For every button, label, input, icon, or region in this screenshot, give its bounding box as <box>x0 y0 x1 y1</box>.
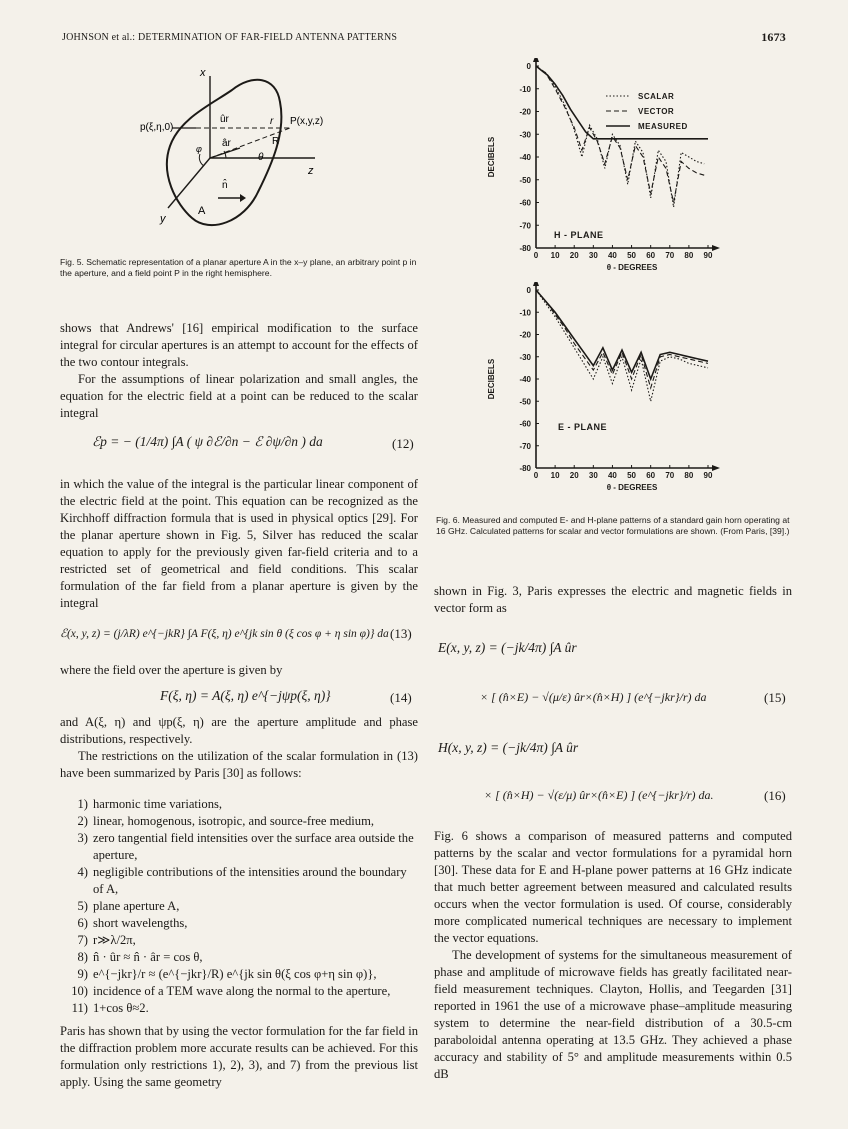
left-paragraph-2: For the assumptions of linear polarization and small angles, the equation for the electric field at a point can be reduced to the scalar integral <box>60 372 418 420</box>
y-tick-label: -30 <box>519 130 531 140</box>
x-axis-title: θ - DEGREES <box>606 483 658 492</box>
x-tick-label: 80 <box>684 471 694 480</box>
restrictions-list <box>60 796 418 1017</box>
x-tick-label: 50 <box>627 251 637 260</box>
restriction-number: 11) <box>71 1001 88 1015</box>
r-label: r <box>270 116 274 127</box>
page-number: 1673 <box>761 30 786 44</box>
y-tick-label: 0 <box>526 62 531 71</box>
equation-16-number: (16) <box>764 788 786 803</box>
restriction-item <box>60 898 418 915</box>
restriction-text: zero tangential field intensities over the surface area outside the aperture, <box>93 831 414 862</box>
figure-6-h-plane-chart <box>478 58 738 280</box>
x-tick-label: 30 <box>588 251 598 260</box>
restriction-item <box>60 966 418 983</box>
x-tick-label: 80 <box>684 251 694 260</box>
restriction-text: plane aperture A, <box>93 899 180 913</box>
x-axis-arrowhead <box>712 245 720 251</box>
restriction-text: short wavelengths, <box>93 916 188 930</box>
left-paragraph-3: in which the value of the integral is the particular linear component of the electric field at the point. This equation can be recognized as the Kirchhoff diffraction formula that is used in physical optics [29]. For the planar aperture shown in Fig. 5, Silver has reduced the scalar equation to apply for the previously given far-field criteria and to a restricted set of geometrical and field conditions. This scalar formulation of the far field from a planar aperture is given by the integral <box>60 477 418 610</box>
running-header <box>62 30 786 46</box>
restriction-item <box>60 983 418 1000</box>
x-axis-label: x <box>200 67 206 79</box>
y-tick-label: -70 <box>519 221 531 231</box>
y-axis-title: DECIBELS <box>487 358 496 400</box>
legend-entry: SCALAR <box>638 92 675 101</box>
y-tick-label: -70 <box>519 441 531 451</box>
left-column-middle <box>60 476 418 612</box>
series-line-scalar <box>536 66 704 207</box>
p-point-label: p(ξ,η,0) <box>140 122 174 133</box>
x-tick-label: 60 <box>646 471 656 480</box>
left-column <box>60 320 418 422</box>
left-paragraph-5: and A(ξ, η) and ψp(ξ, η) are the aperture amplitude and phase distributions, respectively. <box>60 715 418 746</box>
series-line-vector <box>536 66 704 203</box>
left-paragraph-6: The restrictions on the utilization of the scalar formulation in (13) have been summarized by Paris [30] as follows: <box>60 749 418 780</box>
right-paragraph-3: The development of systems for the simultaneous measurement of phase and amplitude of microwave fields has greatly facilitated near-field measurement techniques. Clayton, Hollis, and Teegarden [31] reported in 1961 the use of a microwave phase–amplitude measuring system to determine the near-field distribution of a 30.5-cm paraboloidal antenna operating at 13.5 GHz. They achieved a phase accuracy and stability of 5° and amplitude measurements within 0.5 dB <box>434 948 792 1081</box>
y-tick-label: -10 <box>519 84 531 94</box>
y-tick-label: 0 <box>526 286 531 295</box>
running-title: JOHNSON et al.: DETERMINATION OF FAR-FIELD ANTENNA PATTERNS <box>62 32 398 43</box>
restriction-text: harmonic time variations, <box>93 797 223 811</box>
restriction-number: 5) <box>77 899 88 913</box>
right-column-top <box>434 583 792 617</box>
equation-13-number: (13) <box>390 626 412 641</box>
restriction-number: 3) <box>77 831 88 845</box>
restriction-item <box>60 915 418 932</box>
left-para-4-block <box>60 662 418 679</box>
series-line-scalar <box>536 290 708 401</box>
figure-6-caption: Fig. 6. Measured and computed E- and H-plane patterns of a standard gain horn operating at 16 GHz. Calculated patterns for scalar and vector formulations are shown. (From Paris, [39].) <box>436 515 790 536</box>
equation-15-number: (15) <box>764 690 786 705</box>
restriction-number: 7) <box>77 933 88 947</box>
y-tick-label: -60 <box>519 419 531 429</box>
restriction-text: r≫λ/2π, <box>93 933 136 947</box>
y-axis-arrowhead <box>533 282 539 286</box>
left-paragraph-1: shows that Andrews' [16] empirical modification to the surface integral for circular apertures is an attempt to account for the effects of the two contour integrals. <box>60 321 418 369</box>
left-column-lower <box>60 714 418 1091</box>
y-tick-label: -20 <box>519 107 531 117</box>
series-line-measured <box>536 290 708 379</box>
n-label: n̂ <box>222 180 228 191</box>
left-paragraph-7: Paris has shown that by using the vector formulation for the far field in the diffraction problem more accurate results can be achieved. For this formulation only restrictions 1), 2), 3), and 7) from the previous list apply. Using the same geometry <box>60 1024 418 1089</box>
y-axis-label: y <box>160 213 166 225</box>
plane-label: H - PLANE <box>554 230 604 240</box>
y-tick-label: -40 <box>519 375 531 384</box>
legend-entry: MEASURED <box>638 122 688 131</box>
equation-13: ℰ(x, y, z) = (j/λR) e^{−jkR} ∫A F(ξ, η) e^{jk sin θ (ξ cos φ + η sin φ)} da <box>60 628 389 640</box>
x-tick-label: 90 <box>703 251 713 260</box>
equation-12-number: (12) <box>392 436 414 451</box>
x-axis-title: θ - DEGREES <box>606 263 658 272</box>
equation-16a: H(x, y, z) = (−jk/4π) ∫A ûr <box>438 740 579 755</box>
equation-15a: E(x, y, z) = (−jk/4π) ∫A ûr <box>438 640 577 655</box>
restriction-item <box>60 796 418 813</box>
x-tick-label: 20 <box>569 471 579 480</box>
ar-label: âr <box>222 138 231 149</box>
restriction-item <box>60 813 418 830</box>
restriction-number: 1) <box>77 797 88 811</box>
y-tick-label: -20 <box>519 330 531 340</box>
restriction-text: negligible contributions of the intensities around the boundary of A, <box>93 865 407 896</box>
x-tick-label: 90 <box>703 471 713 480</box>
x-tick-label: 70 <box>665 251 675 260</box>
x-tick-label: 40 <box>607 251 617 260</box>
plane-label: E - PLANE <box>558 422 608 432</box>
restriction-number: 4) <box>77 865 88 879</box>
y-tick-label: -60 <box>519 198 531 208</box>
left-paragraph-4: where the field over the aperture is given by <box>60 663 283 677</box>
x-tick-label: 50 <box>627 471 637 480</box>
restriction-number: 2) <box>77 814 88 828</box>
n-arrowhead <box>240 194 246 202</box>
phi-label: φ <box>196 144 202 154</box>
figure-5-schematic <box>140 62 360 254</box>
y-tick-label: -40 <box>519 153 531 162</box>
y-axis-arrowhead <box>533 58 539 62</box>
restriction-text: e^{−jkr}/r ≈ (e^{−jkr}/R) e^{jk sin θ(ξ cos φ+η sin φ)}, <box>93 967 377 981</box>
right-paragraph-2: Fig. 6 shows a comparison of measured patterns and computed patterns by the scalar and vector formulations for a pyramidal horn [30]. These data for E and H-plane power patterns at 16 GHz indicate that much better agreement between measured and calculated results occurs when the vector formulation is used. Of course, considerably more complicated numerical techniques are necessary to implement the vector equations. <box>434 829 792 945</box>
y-tick-label: -80 <box>519 464 531 473</box>
y-tick-label: -80 <box>519 244 531 253</box>
restriction-number: 10) <box>71 984 88 998</box>
restriction-item <box>60 949 418 966</box>
aperture-label: A <box>198 205 206 217</box>
right-paragraph-1: shown in Fig. 3, Paris expresses the electric and magnetic fields in vector form as <box>434 584 792 615</box>
figure-6-e-plane-chart <box>478 282 738 494</box>
y-tick-label: -30 <box>519 352 531 362</box>
equation-14-number: (14) <box>390 690 412 705</box>
aperture-outline <box>167 80 282 225</box>
ur-label: ûr <box>220 114 229 125</box>
restriction-text: linear, homogenous, isotropic, and source-free medium, <box>93 814 375 828</box>
x-tick-label: 40 <box>607 471 617 480</box>
x-tick-label: 20 <box>569 251 579 260</box>
phi-arc <box>199 154 204 166</box>
restriction-number: 6) <box>77 916 88 930</box>
x-tick-label: 10 <box>550 251 560 260</box>
equation-16b: × [ (n̂×H) − √(ε/μ) ûr×(n̂×E) ] (e^{−jkr}/r) da. <box>484 788 714 802</box>
restriction-item <box>60 1000 418 1017</box>
x-tick-label: 0 <box>533 471 539 480</box>
R-label: R <box>272 136 280 147</box>
restriction-number: 8) <box>77 950 88 964</box>
y-axis-title: DECIBELS <box>487 136 496 178</box>
x-tick-label: 60 <box>646 251 656 260</box>
x-tick-label: 30 <box>588 471 598 480</box>
equation-12: ℰp = − (1/4π) ∫A ( ψ ∂ℰ/∂n − ℰ ∂ψ/∂n ) da <box>92 434 323 449</box>
x-tick-label: 10 <box>550 471 560 480</box>
y-tick-label: -10 <box>519 308 531 318</box>
legend-entry: VECTOR <box>638 107 675 116</box>
x-tick-label: 70 <box>665 471 675 480</box>
restriction-item <box>60 830 418 864</box>
restriction-number: 9) <box>77 967 88 981</box>
restriction-text: 1+cos θ≈2. <box>93 1001 149 1015</box>
theta-label: θ <box>258 152 264 163</box>
restriction-text: n̂ · ûr ≈ n̂ · âr = cos θ, <box>93 950 203 964</box>
P-point-label: P(x,y,z) <box>290 116 324 127</box>
y-tick-label: -50 <box>519 175 531 185</box>
series-line-vector <box>536 290 708 388</box>
z-axis-label: z <box>308 165 314 177</box>
figure-5-caption: Fig. 5. Schematic representation of a planar aperture A in the x–y plane, an arbitrary point p in the aperture, and a field point P in the right hemisphere. <box>60 257 417 278</box>
x-axis-arrowhead <box>712 465 720 471</box>
right-column-bottom <box>434 828 792 1083</box>
restriction-item <box>60 932 418 949</box>
equation-14: F(ξ, η) = A(ξ, η) e^{−jψp(ξ, η)} <box>160 688 331 703</box>
y-tick-label: -50 <box>519 397 531 407</box>
restriction-item <box>60 864 418 898</box>
restriction-text: incidence of a TEM wave along the normal to the aperture, <box>93 984 391 998</box>
equation-15b: × [ (n̂×E) − √(μ/ε) ûr×(n̂×H) ] (e^{−jkr}/r) da <box>480 690 707 704</box>
x-tick-label: 0 <box>533 251 539 260</box>
